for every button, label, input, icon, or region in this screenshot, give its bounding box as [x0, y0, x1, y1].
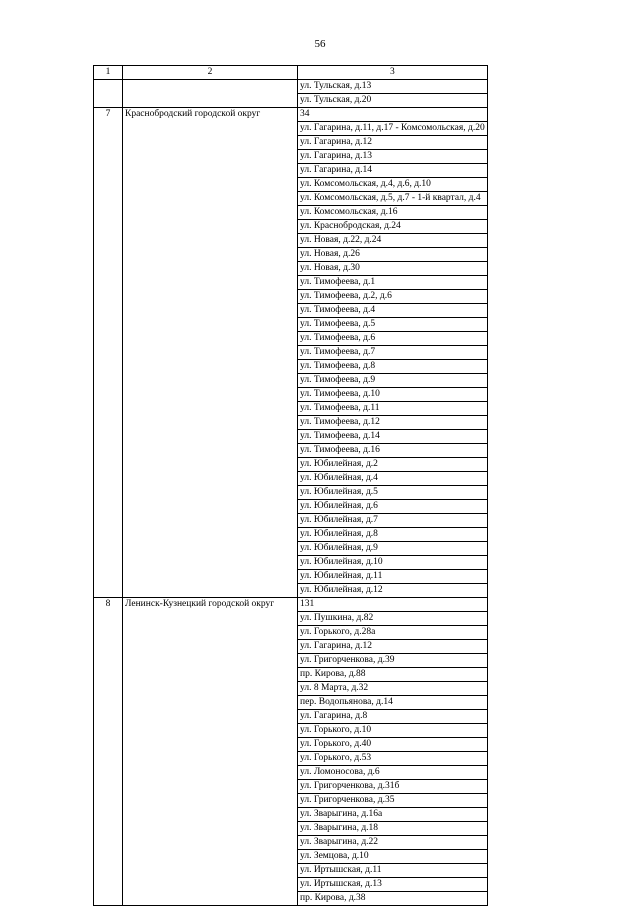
address-cell: ул. Иртышская, д.13 — [298, 878, 488, 892]
address-cell: ул. Тимофеева, д.12 — [298, 416, 488, 430]
address-cell: ул. Григорченкова, д.35 — [298, 794, 488, 808]
address-cell: ул. Тимофеева, д.9 — [298, 374, 488, 388]
address-cell: ул. Гагарина, д.12 — [298, 640, 488, 654]
header-col-1: 1 — [94, 66, 123, 80]
address-cell: ул. Тимофеева, д.6 — [298, 332, 488, 346]
address-cell: ул. Гагарина, д.14 — [298, 164, 488, 178]
row-number-cell: 8 — [94, 598, 123, 906]
address-cell: ул. Краснобродская, д.24 — [298, 220, 488, 234]
address-cell: ул. Тульская, д.20 — [298, 94, 488, 108]
address-cell: ул. Юбилейная, д.9 — [298, 542, 488, 556]
address-cell: ул. Горького, д.53 — [298, 752, 488, 766]
row-number-cell — [94, 80, 123, 108]
address-cell: ул. Тимофеева, д.4 — [298, 304, 488, 318]
address-cell: ул. Новая, д.26 — [298, 248, 488, 262]
address-cell: пр. Кирова, д.88 — [298, 668, 488, 682]
address-cell: ул. Тимофеева, д.16 — [298, 444, 488, 458]
address-cell: ул. Иртышская, д.11 — [298, 864, 488, 878]
address-cell: пр. Кирова, д.38 — [298, 892, 488, 906]
address-cell: ул. Ломоносова, д.6 — [298, 766, 488, 780]
address-cell: ул. Комсомольская, д.16 — [298, 206, 488, 220]
header-col-2: 2 — [123, 66, 298, 80]
address-cell: ул. Гагарина, д.8 — [298, 710, 488, 724]
address-cell: ул. Тимофеева, д.14 — [298, 430, 488, 444]
address-cell: ул. 8 Марта, д.32 — [298, 682, 488, 696]
address-cell: ул. Юбилейная, д.8 — [298, 528, 488, 542]
address-cell: ул. Гагарина, д.11, д.17 - Комсомольская, д.20 — [298, 122, 488, 136]
address-cell: ул. Юбилейная, д.4 — [298, 472, 488, 486]
page-number: 56 — [314, 38, 326, 50]
address-cell: ул. Григорченкова, д.31б — [298, 780, 488, 794]
district-name-cell — [123, 80, 298, 108]
address-cell: ул. Тимофеева, д.1 — [298, 276, 488, 290]
address-cell: ул. Гагарина, д.12 — [298, 136, 488, 150]
header-row — [94, 66, 488, 80]
address-table-body — [94, 66, 488, 906]
address-table — [93, 65, 488, 906]
address-cell: ул. Зварыгина, д.16а — [298, 808, 488, 822]
address-cell: ул. Горького, д.40 — [298, 738, 488, 752]
address-cell: ул. Тимофеева, д.8 — [298, 360, 488, 374]
address-cell: ул. Новая, д.22, д.24 — [298, 234, 488, 248]
address-cell: ул. Григорченкова, д.39 — [298, 654, 488, 668]
district-name-cell: Краснобродский городской округ — [123, 108, 298, 598]
address-cell: ул. Юбилейная, д.2 — [298, 458, 488, 472]
address-cell: ул. Юбилейная, д.11 — [298, 570, 488, 584]
address-count-cell: 131 — [298, 598, 488, 612]
address-cell: ул. Зварыгина, д.18 — [298, 822, 488, 836]
table-row — [94, 108, 488, 122]
address-cell: ул. Пушкина, д.82 — [298, 612, 488, 626]
table-row — [94, 80, 488, 94]
district-name-cell: Ленинск-Кузнецкий городской округ — [123, 598, 298, 906]
address-cell: ул. Тимофеева, д.2, д.6 — [298, 290, 488, 304]
address-count-cell: 34 — [298, 108, 488, 122]
address-cell: ул. Тимофеева, д.7 — [298, 346, 488, 360]
table-row — [94, 598, 488, 612]
address-cell: ул. Земцова, д.10 — [298, 850, 488, 864]
address-cell: ул. Зварыгина, д.22 — [298, 836, 488, 850]
address-cell: ул. Горького, д.28а — [298, 626, 488, 640]
address-cell: ул. Юбилейная, д.12 — [298, 584, 488, 598]
address-cell: ул. Комсомольская, д.5, д.7 - 1-й квартал, д.4 — [298, 192, 488, 206]
address-cell: ул. Тульская, д.13 — [298, 80, 488, 94]
row-number-cell: 7 — [94, 108, 123, 598]
address-cell: ул. Новая, д.30 — [298, 262, 488, 276]
address-cell: ул. Тимофеева, д.5 — [298, 318, 488, 332]
address-cell: ул. Юбилейная, д.10 — [298, 556, 488, 570]
address-cell: ул. Юбилейная, д.6 — [298, 500, 488, 514]
address-cell: ул. Горького, д.10 — [298, 724, 488, 738]
header-col-3: 3 — [298, 66, 488, 80]
address-cell: ул. Комсомольская, д.4, д.6, д.10 — [298, 178, 488, 192]
address-cell: ул. Юбилейная, д.7 — [298, 514, 488, 528]
address-cell: ул. Тимофеева, д.10 — [298, 388, 488, 402]
address-cell: ул. Тимофеева, д.11 — [298, 402, 488, 416]
address-cell: пер. Водопьянова, д.14 — [298, 696, 488, 710]
address-cell: ул. Гагарина, д.13 — [298, 150, 488, 164]
address-cell: ул. Юбилейная, д.5 — [298, 486, 488, 500]
